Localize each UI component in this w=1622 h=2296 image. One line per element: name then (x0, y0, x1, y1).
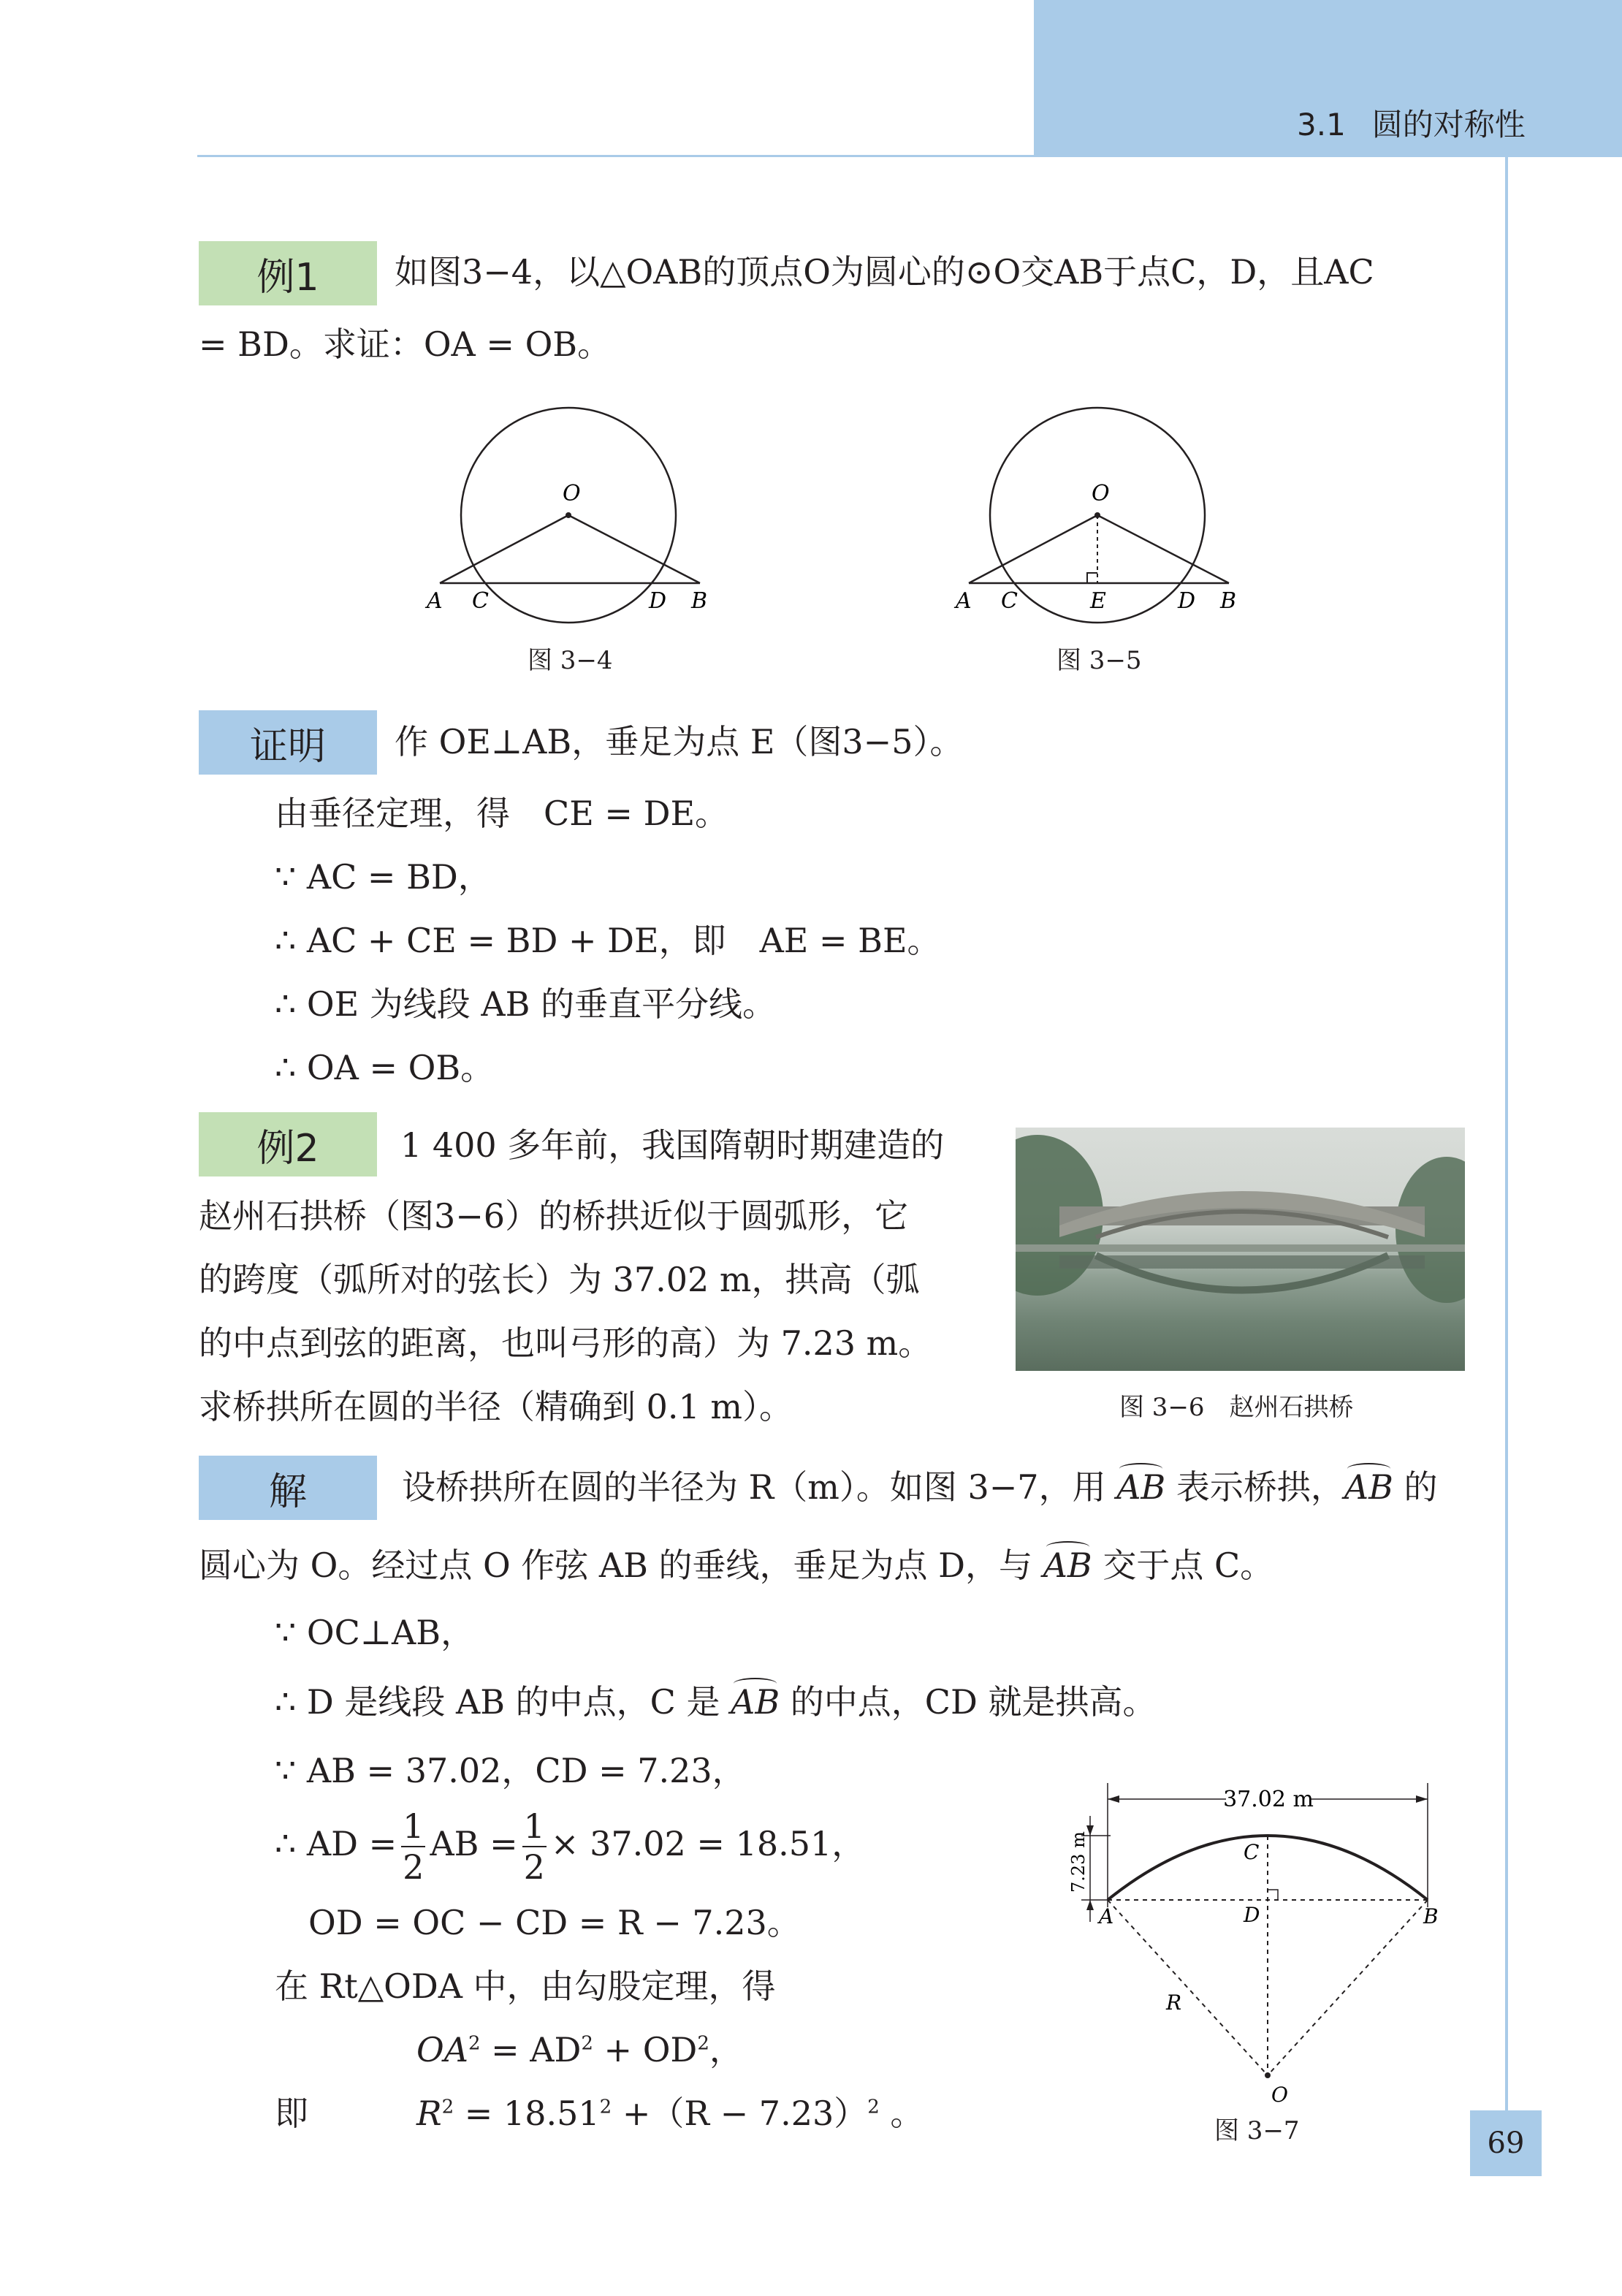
figure-3-5 (945, 395, 1252, 628)
solution-line2 (199, 1546, 1273, 1586)
example2-line3: 的跨度（弧所对的弦长）为 37.02 m，拱高（弧 (199, 1260, 920, 1299)
fig37-radius-ob (1268, 1900, 1428, 2075)
solution-line4 (275, 1682, 1156, 1722)
fig34-segment-ob (568, 515, 700, 583)
solution-line5: ∵ AB = 37.02，CD = 7.23， (275, 1751, 746, 1790)
example2-line2: 赵州石拱桥（图3−6）的桥拱近似于圆弧形，它 (199, 1196, 909, 1236)
arc-ab-1: AB (1116, 1467, 1166, 1507)
sol-l4a: ∴ D 是线段 AB 的中点，C 是 (275, 1682, 731, 1722)
sol-l2b: 交于点 C。 (1092, 1546, 1274, 1585)
solution-line10-prefix: 即 (275, 2094, 308, 2133)
figure-3-7 (1052, 1776, 1461, 2119)
fig37-label-d: D (1244, 1903, 1260, 1927)
section-heading (1297, 101, 1526, 145)
arc-ab-2: AB (1344, 1467, 1393, 1507)
solution-line9: $OA^2 = AD^2 + OD^2$， (416, 2030, 743, 2069)
fig37-caption: 图 3−7 (1214, 2116, 1300, 2145)
sol-l6b: AB = (430, 1824, 518, 1863)
proof-line1: 作 OE⊥AB，垂足为点 E（图3−5）。 (395, 722, 964, 761)
fig35-segment-ob (1097, 515, 1229, 583)
sol-l6c: × 37.02 = 18.51， (550, 1824, 866, 1863)
solution-label: 解 (199, 1456, 377, 1520)
header-rule (197, 155, 1035, 157)
proof-line5: ∴ OE 为线段 AB 的垂直平分线。 (275, 984, 777, 1024)
sol-l2a: 圆心为 O。经过点 O 作弦 AB 的垂线，垂足为点 D，与 (199, 1546, 1043, 1585)
fig35-right-angle (1087, 573, 1097, 583)
fraction-half-1: $\frac{1}{2}$ (403, 1806, 424, 1887)
figure-3-4 (416, 395, 723, 628)
example1-label: 例1 (199, 241, 377, 305)
fig35-label-c: C (1001, 588, 1018, 614)
fig35-label-b: B (1220, 588, 1237, 614)
arc-ab-3: AB (1043, 1546, 1092, 1585)
fig34-label-c: C (472, 588, 489, 614)
fig34-center-dot (566, 512, 571, 518)
fig37-span-label: 37.02 m (1223, 1787, 1314, 1812)
example2-line5: 求桥拱所在圆的半径（精确到 0.1 m）。 (199, 1387, 793, 1426)
fig37-label-a: A (1099, 1904, 1114, 1928)
proof-line3: ∵ AC = BD， (275, 857, 492, 897)
fig37-center-dot (1265, 2072, 1271, 2078)
fig35-caption: 图 3−5 (1056, 646, 1142, 675)
sol-l1c: 的 (1393, 1467, 1438, 1507)
fig35-label-a: A (956, 588, 972, 614)
fig35-label-e: E (1090, 588, 1106, 614)
solution-line10: $R^2 = 18.51^2 +(R - 7.23)^2$ 。 (416, 2094, 924, 2133)
section-number: 3.1 (1297, 107, 1346, 142)
example2-label: 例2 (199, 1112, 377, 1176)
solution-line3: ∵ OC⊥AB， (275, 1613, 475, 1652)
fig34-label-d: D (649, 588, 667, 614)
page-number: 69 (1470, 2110, 1542, 2176)
sol-l4b: 的中点，CD 就是拱高。 (780, 1682, 1157, 1722)
fig34-label-o: O (563, 481, 581, 506)
proof-line2: 由垂径定理，得 CE = DE。 (275, 794, 729, 833)
fig34-caption: 图 3−4 (528, 646, 613, 675)
fig34-label-a: A (427, 588, 443, 614)
sol-l6a: ∴ AD = (275, 1824, 397, 1863)
proof-label: 证明 (199, 710, 377, 775)
proof-line4: ∴ AC + CE = BD + DE，即 AE = BE。 (275, 921, 941, 960)
fraction-half-2: $\frac{1}{2}$ (523, 1806, 545, 1887)
fig37-right-angle (1268, 1890, 1278, 1900)
sol-l1a: 设桥拱所在圆的半径为 R（m）。如图 3−7，用 (402, 1467, 1117, 1507)
solution-line7: OD = OC − CD = R − 7.23。 (308, 1903, 801, 1942)
example2-line4: 的中点到弦的距离，也叫弓形的高）为 7.23 m。 (199, 1323, 932, 1363)
bridge-illustration (1016, 1128, 1465, 1371)
fig37-height-label: 7.23 m (1068, 1831, 1089, 1893)
arc-ab-4: AB (731, 1682, 780, 1722)
fig36-caption: 图 3−6 赵州石拱桥 (1119, 1393, 1354, 1422)
fig35-label-o: O (1092, 481, 1110, 506)
fig37-label-c: C (1244, 1840, 1260, 1864)
solution-line1 (402, 1467, 1438, 1508)
fig34-label-b: B (691, 588, 708, 614)
fig35-center-dot (1094, 512, 1100, 518)
example2-line1: 1 400 多年前，我国隋朝时期建造的 (400, 1125, 945, 1165)
fig37-label-b: B (1423, 1904, 1439, 1928)
fig35-label-d: D (1178, 588, 1196, 614)
fig34-segment-oa (440, 515, 568, 583)
section-title: 圆的对称性 (1371, 107, 1526, 142)
example1-line1: 如图3−4，以△OAB的顶点O为圆心的⊙O交AB于点C，D，且AC (395, 252, 1374, 292)
fig37-label-o: O (1271, 2083, 1288, 2107)
fig35-segment-oa (969, 515, 1097, 583)
margin-rule (1505, 157, 1508, 2159)
proof-line6: ∴ OA = OB。 (275, 1048, 495, 1087)
solution-line6 (275, 1806, 866, 1887)
zhaozhou-bridge-photo (1016, 1128, 1465, 1371)
example1-line2: = BD。求证：OA = OB。 (199, 324, 612, 364)
sol-l1b: 表示桥拱， (1165, 1467, 1344, 1507)
solution-line8: 在 Rt△ODA 中，由勾股定理，得 (275, 1966, 776, 2006)
fig37-label-r: R (1166, 1991, 1182, 2015)
